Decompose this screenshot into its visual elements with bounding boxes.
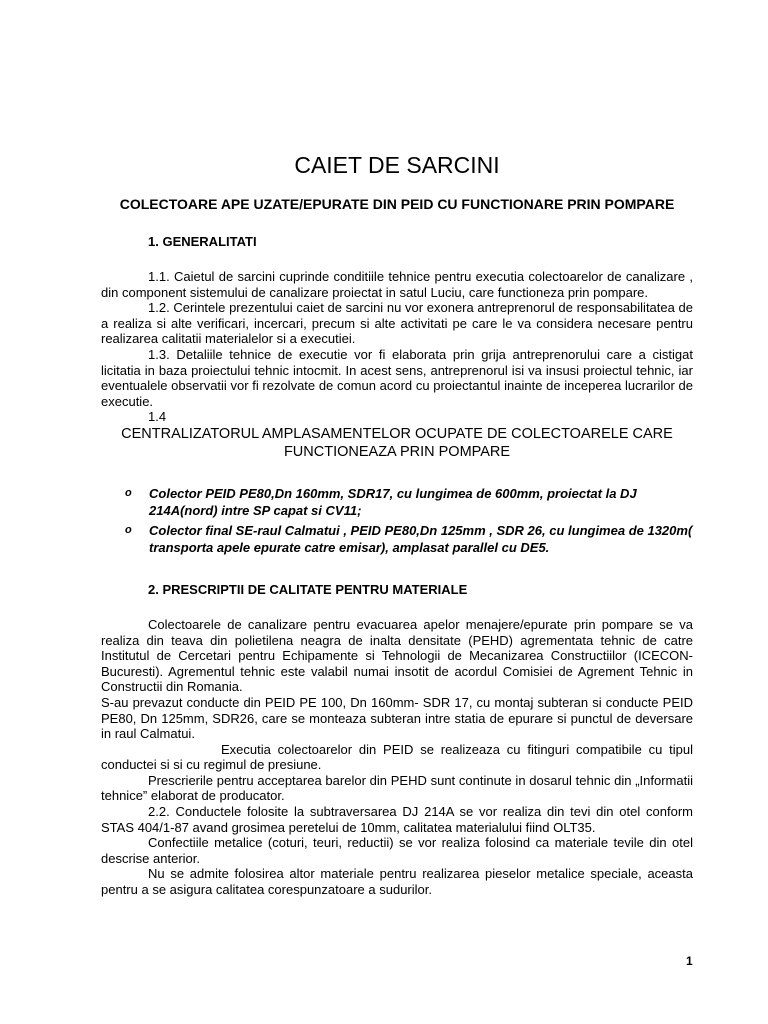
paragraph-1-3: 1.3. Detaliile tehnice de executie vor fi elaborata prin grija antreprenorului care a cistigat licitatia in baza proiectului tehnic intocmit. In acest sens, antreprenorul isi va insusi proiectul tehnic, iar eventualele observatii vor fi rezolvate de comun acord cu proiectantul inainte de inceperea lucrarilor de executie.: [101, 346, 693, 409]
paragraph-1-1: 1.1. Caietul de sarcini cuprinde conditiile tehnice pentru executia colectoarelor de canalizare , din component sistemului de canalizare proiectat in satul Luciu, care functioneza prin pompare.: [101, 269, 693, 300]
paragraph-2-2: 2.2. Conductele folosite la subtraversarea DJ 214A se vor realiza din tevi din otel conform STAS 404/1-87 avand grosimea peretelui de 10mm, calitatea materialului fiind OLT35.: [101, 804, 693, 835]
list-item-text: Colector PEID PE80,Dn 160mm, SDR17, cu lungimea de 600mm, proiectat la DJ 214A(nord) intre SP capat si CV11;: [149, 485, 637, 519]
bullet-icon: o: [125, 523, 132, 536]
document-subtitle: COLECTOARE APE UZATE/EPURATE DIN PEID CU FUNCTIONARE PRIN POMPARE: [119, 196, 675, 212]
bullet-icon: o: [125, 486, 132, 499]
list-item: [101, 522, 693, 557]
paragraph-2-f: Confectiile metalice (coturi, teuri, reductii) se vor realiza folosind ca materiale tevile din otel descrise anterior.: [101, 835, 693, 866]
paragraph-2-d: Prescrierile pentru acceptarea barelor din PEHD sunt continute in dosarul tehnic din „Informatii tehnice” elaborat de producator.: [101, 772, 693, 804]
document-body: [101, 150, 693, 898]
list-item-text: Colector final SE-raul Calmatui , PEID PE80,Dn 125mm , SDR 26, cu lungimea de 1320m( transporta apele epurate catre emisar), amplasat parallel cu DE5.: [149, 522, 693, 556]
paragraph-1-2: 1.2. Cerintele prezentului caiet de sarcini nu vor exonera antreprenorul de responsabilitatea de a realiza si alte verificari, incercari, precum si alte activitati pe care le va considera necesare pentru realizarea calitatii materialelor si a executiei.: [101, 300, 693, 347]
document-title: CAIET DE SARCINI: [294, 152, 500, 178]
page-number: 1: [686, 954, 693, 968]
paragraph-2-a: Colectoarele de canalizare pentru evacuarea apelor menajere/epurate prin pompare se va realiza din teava din polietilena neagra de inalta densitate (PEHD) agrementata tehnic de catre Institutul de Cercetari pentru Echipamente si Tehnologii de Mecanizarea Constructiilor (ICECON-Bucuresti). Agrementul tehnic este valabil numai insotit de acordul Comisiei de Agrement Tehnic in Constructii din Romania.: [101, 616, 693, 695]
paragraph-2-b: S-au prevazut conducte din PEID PE 100, Dn 160mm- SDR 17, cu montaj subteran si conducte PEID PE80, Dn 125mm, SDR26, care se monteaza subteran intre statia de epurare si punctul de deversare in raul Calmatui.: [101, 694, 693, 742]
paragraph-2-g: Nu se admite folosirea altor materiale pentru realizarea pieselor metalice speciale, aceasta pentru a se asigura calitatea corespunzatoare a sudurilor.: [101, 866, 693, 898]
paragraph-2-c: Executia colectoarelor din PEID se realizeaza cu fitinguri compatibile cu tipul conductei si si cu regimul de presiune.: [101, 741, 693, 773]
section-heading-prescriptii: 2. PRESCRIPTII DE CALITATE PENTRU MATERIALE: [148, 581, 468, 597]
list-item: [101, 485, 693, 520]
section-heading-generalitati: 1. GENERALITATI: [148, 234, 257, 249]
collector-list: [101, 485, 693, 557]
centralizator-heading: CENTRALIZATORUL AMPLASAMENTELOR OCUPATE DE COLECTOARELE CARE FUNCTIONEAZA PRIN POMPARE: [121, 425, 673, 460]
paragraph-1-4-number: 1.4: [148, 409, 167, 425]
